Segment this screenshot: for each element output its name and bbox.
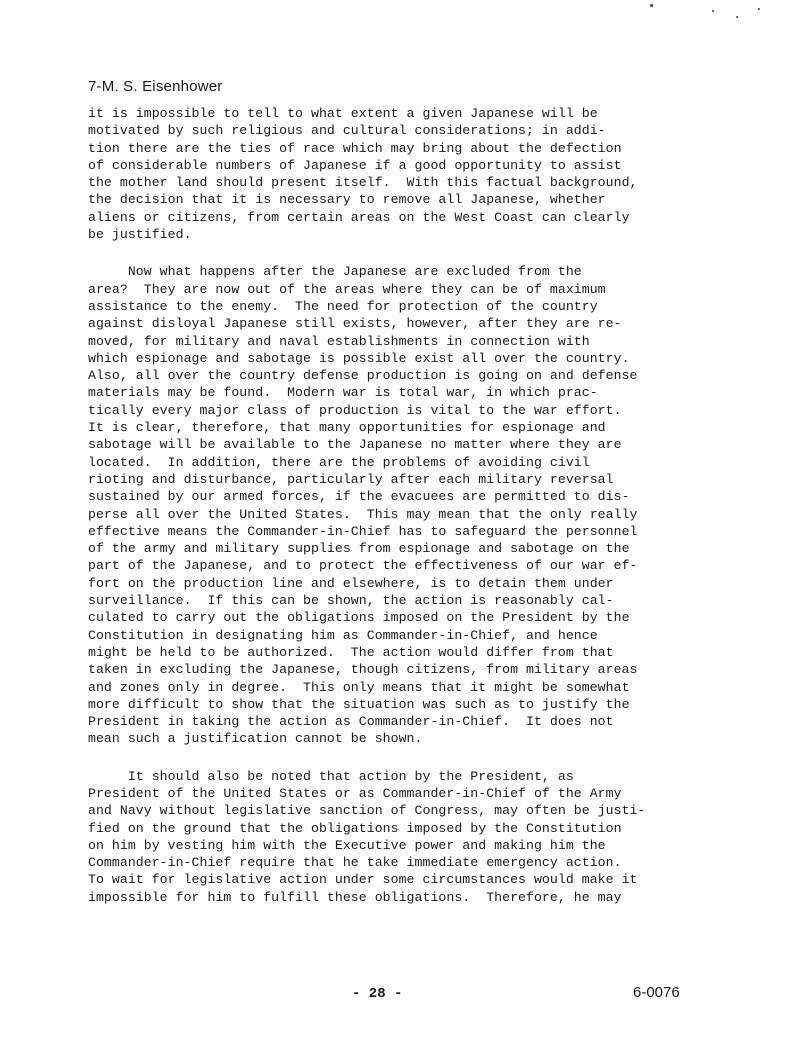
text-line: effective means the Commander-in-Chief has to safeguard the personnel xyxy=(88,523,638,539)
text-line: Constitution in designating him as Commander-in-Chief, and hence xyxy=(88,627,598,643)
text-line: mean such a justification cannot be shown. xyxy=(88,731,423,747)
text-line: might be held to be authorized. The action would differ from that xyxy=(88,644,614,660)
text-line: part of the Japanese, and to protect the effectiveness of our war ef- xyxy=(88,558,638,574)
text-line: sustained by our armed forces, if the evacuees are permitted to dis- xyxy=(88,489,630,505)
text-line: It should also be noted that action by the President, as xyxy=(88,768,574,784)
text-line: tion there are the ties of race which may bring about the defection xyxy=(88,140,622,156)
text-line: of the army and military supplies from espionage and sabotage on the xyxy=(88,541,630,557)
text-line: impossible for him to fulfill these obligations. Therefore, he may xyxy=(88,889,622,905)
text-line: perse all over the United States. This may mean that the only really xyxy=(88,506,638,522)
text-line: which espionage and sabotage is possible exist all over the country. xyxy=(88,350,630,366)
text-line: the mother land should present itself. With this factual background, xyxy=(88,175,638,191)
text-line: located. In addition, there are the problems of avoiding civil xyxy=(88,454,590,470)
text-line: President of the United States or as Commander-in-Chief of the Army xyxy=(88,785,622,801)
text-line: moved, for military and naval establishments in connection with xyxy=(88,333,590,349)
text-line: surveillance. If this can be shown, the action is reasonably cal- xyxy=(88,593,614,609)
text-line: sabotage will be available to the Japanese no matter where they are xyxy=(88,437,622,453)
text-line: on him by vesting him with the Executive power and making him the xyxy=(88,837,606,853)
text-line: Commander-in-Chief require that he take immediate emergency action. xyxy=(88,855,622,871)
paragraph-3 xyxy=(88,768,708,906)
text-line: fort on the production line and elsewhere, is to detain them under xyxy=(88,575,614,591)
text-line: To wait for legislative action under some circumstances would make it xyxy=(88,872,638,888)
document-id: 6-0076 xyxy=(633,984,680,1001)
text-line: of considerable numbers of Japanese if a good opportunity to assist xyxy=(88,157,622,173)
text-line: Now what happens after the Japanese are excluded from the xyxy=(88,264,582,280)
text-line: aliens or citizens, from certain areas on the West Coast can clearly xyxy=(88,209,630,225)
scan-speck xyxy=(736,16,738,18)
text-line: and Navy without legislative sanction of Congress, may often be justi- xyxy=(88,803,646,819)
text-line: rioting and disturbance, particularly after each military reversal xyxy=(88,471,614,487)
scan-speck xyxy=(650,4,653,7)
paragraph-1 xyxy=(88,105,708,243)
text-line: It is clear, therefore, that many opportunities for espionage and xyxy=(88,420,606,436)
text-line: assistance to the enemy. The need for protection of the country xyxy=(88,298,598,314)
text-line: it is impossible to tell to what extent a given Japanese will be xyxy=(88,106,598,121)
paragraph-2 xyxy=(88,263,708,747)
scan-speck xyxy=(758,8,760,10)
text-line: and zones only in degree. This only means that it might be somewhat xyxy=(88,679,630,695)
text-line: fied on the ground that the obligations imposed by the Constitution xyxy=(88,820,622,836)
text-line: taken in excluding the Japanese, though citizens, from military areas xyxy=(88,662,638,678)
text-line: against disloyal Japanese still exists, however, after they are re- xyxy=(88,316,622,332)
text-line: area? They are now out of the areas where they can be of maximum xyxy=(88,281,606,297)
text-line: Also, all over the country defense production is going on and defense xyxy=(88,368,638,384)
text-line: be justified. xyxy=(88,227,192,243)
text-line: culated to carry out the obligations imposed on the President by the xyxy=(88,610,630,626)
text-line: materials may be found. Modern war is total war, in which prac- xyxy=(88,385,598,401)
text-line: the decision that it is necessary to remove all Japanese, whether xyxy=(88,192,606,208)
text-line: tically every major class of production is vital to the war effort. xyxy=(88,402,622,418)
text-line: motivated by such religious and cultural considerations; in addi- xyxy=(88,123,606,139)
page-header: 7-M. S. Eisenhower xyxy=(88,78,223,95)
text-line: President in taking the action as Commander-in-Chief. It does not xyxy=(88,714,614,730)
body-text xyxy=(88,105,708,926)
page-number: - 28 - xyxy=(352,986,403,1002)
text-line: more difficult to show that the situation was such as to justify the xyxy=(88,696,630,712)
scan-speck xyxy=(712,10,714,12)
